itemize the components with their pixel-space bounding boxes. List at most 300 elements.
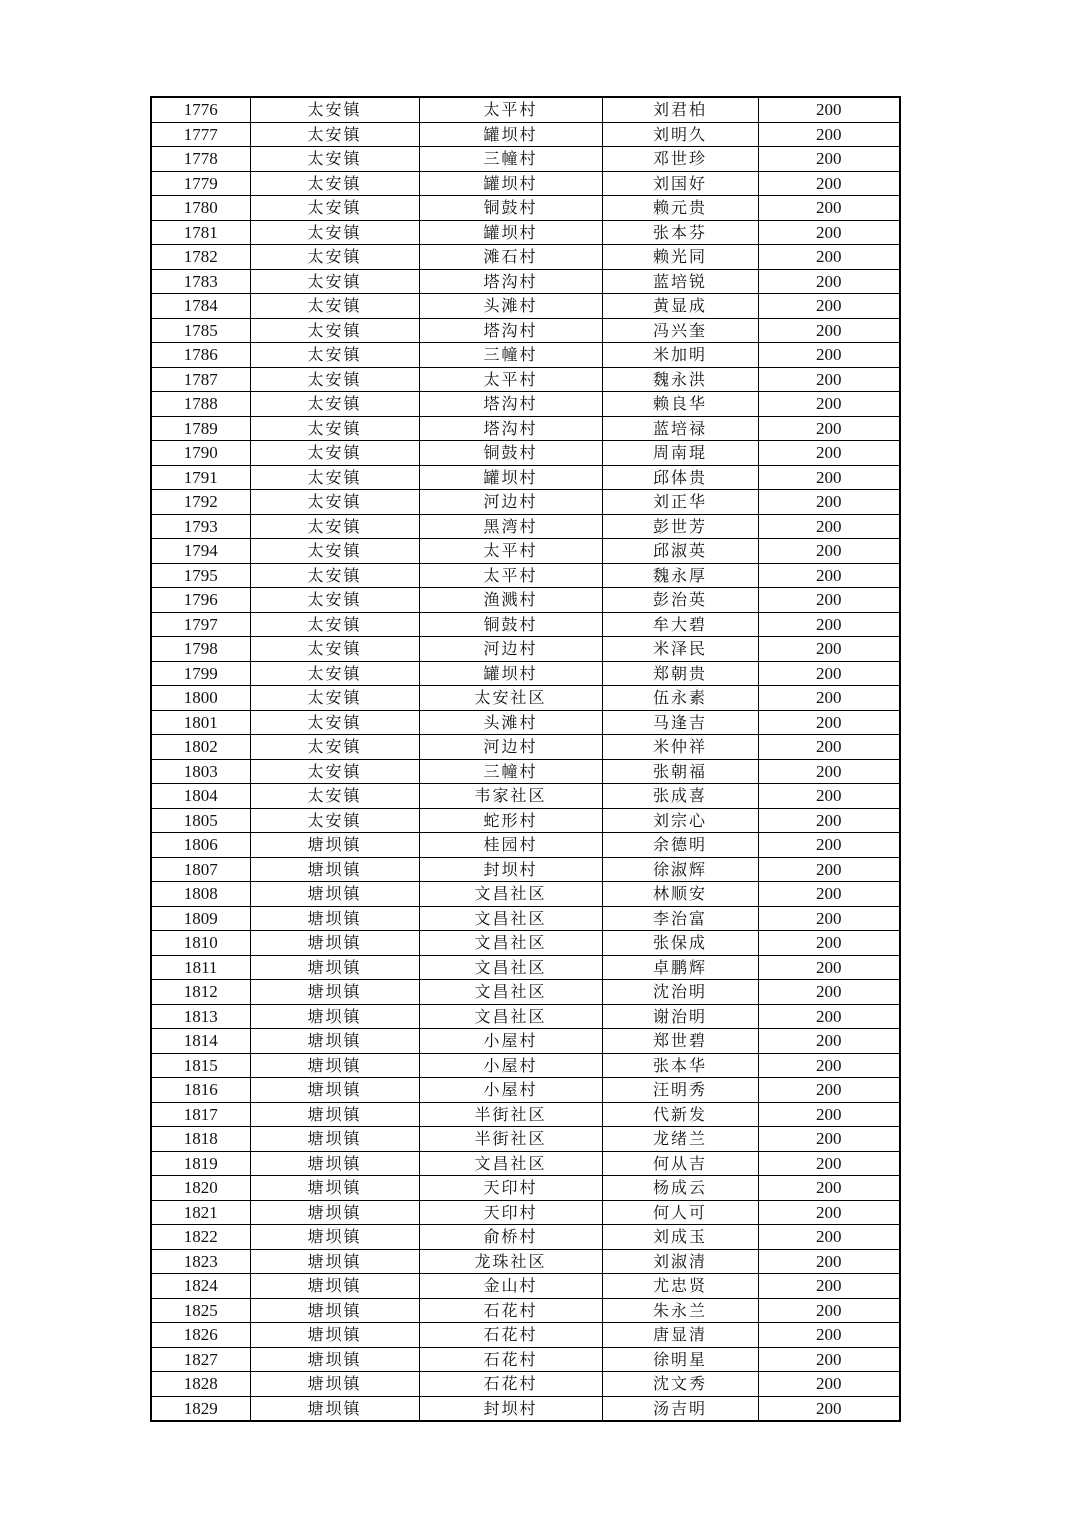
cell-serial-number: 1780 [151, 196, 250, 221]
cell-town: 塘坝镇 [250, 882, 419, 907]
cell-serial-number: 1788 [151, 392, 250, 417]
cell-town: 太安镇 [250, 220, 419, 245]
cell-amount: 200 [758, 367, 900, 392]
cell-village: 俞桥村 [419, 1225, 602, 1250]
cell-amount: 200 [758, 1249, 900, 1274]
cell-amount: 200 [758, 147, 900, 172]
cell-serial-number: 1829 [151, 1396, 250, 1421]
cell-serial-number: 1816 [151, 1078, 250, 1103]
cell-town: 塘坝镇 [250, 1372, 419, 1397]
cell-person-name: 冯兴奎 [602, 318, 758, 343]
cell-serial-number: 1817 [151, 1102, 250, 1127]
cell-amount: 200 [758, 784, 900, 809]
cell-town: 塘坝镇 [250, 1004, 419, 1029]
cell-village: 塔沟村 [419, 269, 602, 294]
cell-amount: 200 [758, 514, 900, 539]
table-row [151, 784, 900, 809]
cell-village: 塔沟村 [419, 392, 602, 417]
cell-serial-number: 1790 [151, 441, 250, 466]
cell-town: 塘坝镇 [250, 1225, 419, 1250]
cell-town: 塘坝镇 [250, 955, 419, 980]
table-row [151, 490, 900, 515]
cell-serial-number: 1811 [151, 955, 250, 980]
table-row [151, 931, 900, 956]
cell-serial-number: 1801 [151, 710, 250, 735]
cell-town: 太安镇 [250, 612, 419, 637]
cell-town: 太安镇 [250, 735, 419, 760]
cell-village: 文昌社区 [419, 1151, 602, 1176]
table-row [151, 563, 900, 588]
cell-person-name: 邱体贵 [602, 465, 758, 490]
cell-village: 龙珠社区 [419, 1249, 602, 1274]
table-row [151, 1274, 900, 1299]
cell-village: 文昌社区 [419, 906, 602, 931]
cell-person-name: 米加明 [602, 343, 758, 368]
cell-amount: 200 [758, 97, 900, 122]
table-row [151, 171, 900, 196]
table-row [151, 1102, 900, 1127]
cell-village: 头滩村 [419, 294, 602, 319]
cell-amount: 200 [758, 1298, 900, 1323]
cell-serial-number: 1810 [151, 931, 250, 956]
cell-serial-number: 1793 [151, 514, 250, 539]
cell-serial-number: 1796 [151, 588, 250, 613]
cell-serial-number: 1818 [151, 1127, 250, 1152]
cell-person-name: 邓世珍 [602, 147, 758, 172]
cell-town: 太安镇 [250, 122, 419, 147]
cell-village: 罐坝村 [419, 122, 602, 147]
cell-village: 罐坝村 [419, 465, 602, 490]
cell-town: 塘坝镇 [250, 857, 419, 882]
cell-amount: 200 [758, 122, 900, 147]
cell-village: 太平村 [419, 563, 602, 588]
cell-town: 太安镇 [250, 196, 419, 221]
table-row [151, 392, 900, 417]
cell-town: 塘坝镇 [250, 1298, 419, 1323]
table-row [151, 1225, 900, 1250]
cell-serial-number: 1824 [151, 1274, 250, 1299]
cell-town: 塘坝镇 [250, 1127, 419, 1152]
cell-serial-number: 1805 [151, 808, 250, 833]
cell-village: 河边村 [419, 637, 602, 662]
cell-person-name: 沈文秀 [602, 1372, 758, 1397]
cell-town: 塘坝镇 [250, 931, 419, 956]
table-row [151, 196, 900, 221]
cell-village: 太安社区 [419, 686, 602, 711]
table-row [151, 882, 900, 907]
table-row [151, 441, 900, 466]
table-row [151, 686, 900, 711]
table-row [151, 980, 900, 1005]
cell-serial-number: 1776 [151, 97, 250, 122]
cell-person-name: 马逢吉 [602, 710, 758, 735]
cell-town: 太安镇 [250, 588, 419, 613]
cell-amount: 200 [758, 735, 900, 760]
table-row [151, 269, 900, 294]
table-row [151, 906, 900, 931]
table-row [151, 97, 900, 122]
cell-amount: 200 [758, 196, 900, 221]
cell-amount: 200 [758, 1396, 900, 1421]
cell-village: 半街社区 [419, 1102, 602, 1127]
table-row [151, 1078, 900, 1103]
cell-village: 河边村 [419, 735, 602, 760]
cell-person-name: 郑朝贵 [602, 661, 758, 686]
cell-serial-number: 1815 [151, 1053, 250, 1078]
cell-amount: 200 [758, 833, 900, 858]
cell-amount: 200 [758, 661, 900, 686]
cell-amount: 200 [758, 1225, 900, 1250]
cell-town: 塘坝镇 [250, 1347, 419, 1372]
cell-village: 小屋村 [419, 1078, 602, 1103]
cell-amount: 200 [758, 343, 900, 368]
cell-serial-number: 1803 [151, 759, 250, 784]
cell-amount: 200 [758, 563, 900, 588]
cell-serial-number: 1826 [151, 1323, 250, 1348]
cell-amount: 200 [758, 759, 900, 784]
table-row [151, 245, 900, 270]
cell-village: 封坝村 [419, 857, 602, 882]
cell-amount: 200 [758, 612, 900, 637]
cell-serial-number: 1820 [151, 1176, 250, 1201]
cell-town: 太安镇 [250, 245, 419, 270]
cell-village: 石花村 [419, 1347, 602, 1372]
cell-amount: 200 [758, 955, 900, 980]
cell-person-name: 徐明星 [602, 1347, 758, 1372]
cell-serial-number: 1808 [151, 882, 250, 907]
cell-person-name: 张朝福 [602, 759, 758, 784]
table-row [151, 122, 900, 147]
table-row [151, 465, 900, 490]
table-row [151, 367, 900, 392]
cell-person-name: 米泽民 [602, 637, 758, 662]
cell-person-name: 刘君柏 [602, 97, 758, 122]
table-row [151, 735, 900, 760]
cell-village: 三幢村 [419, 147, 602, 172]
cell-town: 太安镇 [250, 784, 419, 809]
cell-village: 文昌社区 [419, 1004, 602, 1029]
table-row [151, 588, 900, 613]
cell-serial-number: 1822 [151, 1225, 250, 1250]
cell-person-name: 李治富 [602, 906, 758, 931]
cell-amount: 200 [758, 882, 900, 907]
cell-amount: 200 [758, 416, 900, 441]
table-row [151, 416, 900, 441]
table-row [151, 1347, 900, 1372]
cell-town: 塘坝镇 [250, 1176, 419, 1201]
cell-village: 天印村 [419, 1200, 602, 1225]
table-row [151, 1372, 900, 1397]
cell-town: 太安镇 [250, 416, 419, 441]
cell-person-name: 刘成玉 [602, 1225, 758, 1250]
cell-town: 塘坝镇 [250, 1249, 419, 1274]
cell-village: 头滩村 [419, 710, 602, 735]
cell-town: 塘坝镇 [250, 833, 419, 858]
table-row [151, 539, 900, 564]
cell-village: 罐坝村 [419, 220, 602, 245]
cell-amount: 200 [758, 269, 900, 294]
cell-serial-number: 1807 [151, 857, 250, 882]
table-row [151, 833, 900, 858]
cell-serial-number: 1813 [151, 1004, 250, 1029]
cell-village: 渔溅村 [419, 588, 602, 613]
cell-village: 石花村 [419, 1323, 602, 1348]
cell-amount: 200 [758, 294, 900, 319]
cell-person-name: 魏永洪 [602, 367, 758, 392]
cell-amount: 200 [758, 686, 900, 711]
cell-town: 太安镇 [250, 171, 419, 196]
cell-amount: 200 [758, 1053, 900, 1078]
cell-town: 太安镇 [250, 808, 419, 833]
cell-town: 塘坝镇 [250, 1323, 419, 1348]
cell-amount: 200 [758, 1274, 900, 1299]
cell-village: 太平村 [419, 539, 602, 564]
table-row [151, 1053, 900, 1078]
cell-town: 塘坝镇 [250, 906, 419, 931]
cell-person-name: 杨成云 [602, 1176, 758, 1201]
cell-serial-number: 1799 [151, 661, 250, 686]
cell-amount: 200 [758, 1176, 900, 1201]
cell-village: 塔沟村 [419, 416, 602, 441]
cell-village: 滩石村 [419, 245, 602, 270]
cell-person-name: 张成喜 [602, 784, 758, 809]
cell-town: 太安镇 [250, 318, 419, 343]
cell-amount: 200 [758, 392, 900, 417]
cell-person-name: 徐淑辉 [602, 857, 758, 882]
cell-amount: 200 [758, 1102, 900, 1127]
cell-town: 太安镇 [250, 97, 419, 122]
cell-town: 太安镇 [250, 490, 419, 515]
cell-amount: 200 [758, 1127, 900, 1152]
table-row [151, 318, 900, 343]
cell-amount: 200 [758, 245, 900, 270]
table-row [151, 514, 900, 539]
cell-person-name: 卓鹏辉 [602, 955, 758, 980]
cell-person-name: 刘正华 [602, 490, 758, 515]
cell-serial-number: 1809 [151, 906, 250, 931]
cell-village: 蛇形村 [419, 808, 602, 833]
cell-town: 太安镇 [250, 147, 419, 172]
cell-amount: 200 [758, 441, 900, 466]
cell-person-name: 何从吉 [602, 1151, 758, 1176]
cell-town: 太安镇 [250, 269, 419, 294]
cell-village: 石花村 [419, 1298, 602, 1323]
cell-village: 太平村 [419, 97, 602, 122]
cell-serial-number: 1800 [151, 686, 250, 711]
cell-amount: 200 [758, 710, 900, 735]
cell-serial-number: 1804 [151, 784, 250, 809]
cell-person-name: 汤吉明 [602, 1396, 758, 1421]
cell-town: 太安镇 [250, 514, 419, 539]
cell-town: 塘坝镇 [250, 1200, 419, 1225]
cell-town: 塘坝镇 [250, 980, 419, 1005]
cell-serial-number: 1787 [151, 367, 250, 392]
cell-amount: 200 [758, 1078, 900, 1103]
cell-serial-number: 1781 [151, 220, 250, 245]
cell-serial-number: 1795 [151, 563, 250, 588]
cell-serial-number: 1814 [151, 1029, 250, 1054]
cell-town: 太安镇 [250, 686, 419, 711]
cell-serial-number: 1778 [151, 147, 250, 172]
table-row [151, 710, 900, 735]
data-table [150, 96, 901, 1422]
table-row [151, 637, 900, 662]
cell-village: 铜鼓村 [419, 196, 602, 221]
table-row [151, 147, 900, 172]
cell-village: 桂园村 [419, 833, 602, 858]
cell-amount: 200 [758, 220, 900, 245]
cell-village: 封坝村 [419, 1396, 602, 1421]
cell-serial-number: 1828 [151, 1372, 250, 1397]
cell-village: 文昌社区 [419, 882, 602, 907]
cell-amount: 200 [758, 906, 900, 931]
cell-serial-number: 1792 [151, 490, 250, 515]
cell-town: 太安镇 [250, 465, 419, 490]
cell-person-name: 龙绪兰 [602, 1127, 758, 1152]
table-row [151, 1004, 900, 1029]
cell-amount: 200 [758, 318, 900, 343]
cell-town: 塘坝镇 [250, 1102, 419, 1127]
cell-amount: 200 [758, 588, 900, 613]
cell-serial-number: 1825 [151, 1298, 250, 1323]
cell-person-name: 林顺安 [602, 882, 758, 907]
cell-person-name: 周南琨 [602, 441, 758, 466]
table-row [151, 661, 900, 686]
cell-person-name: 张本芬 [602, 220, 758, 245]
cell-town: 太安镇 [250, 294, 419, 319]
cell-person-name: 彭世芳 [602, 514, 758, 539]
cell-person-name: 赖光同 [602, 245, 758, 270]
table-row [151, 220, 900, 245]
cell-village: 金山村 [419, 1274, 602, 1299]
cell-person-name: 伍永素 [602, 686, 758, 711]
cell-person-name: 汪明秀 [602, 1078, 758, 1103]
cell-amount: 200 [758, 1372, 900, 1397]
cell-serial-number: 1806 [151, 833, 250, 858]
cell-amount: 200 [758, 1029, 900, 1054]
table-row [151, 1396, 900, 1421]
cell-village: 韦家社区 [419, 784, 602, 809]
cell-serial-number: 1819 [151, 1151, 250, 1176]
table-row [151, 1176, 900, 1201]
cell-serial-number: 1786 [151, 343, 250, 368]
table-body [151, 97, 900, 1421]
table-row [151, 1029, 900, 1054]
cell-person-name: 代新发 [602, 1102, 758, 1127]
cell-serial-number: 1779 [151, 171, 250, 196]
cell-village: 太平村 [419, 367, 602, 392]
cell-town: 太安镇 [250, 637, 419, 662]
cell-town: 塘坝镇 [250, 1053, 419, 1078]
cell-town: 太安镇 [250, 539, 419, 564]
cell-village: 天印村 [419, 1176, 602, 1201]
cell-village: 文昌社区 [419, 955, 602, 980]
cell-village: 铜鼓村 [419, 441, 602, 466]
cell-village: 石花村 [419, 1372, 602, 1397]
table-row [151, 1151, 900, 1176]
cell-serial-number: 1794 [151, 539, 250, 564]
table-row [151, 1127, 900, 1152]
cell-village: 三幢村 [419, 343, 602, 368]
cell-serial-number: 1797 [151, 612, 250, 637]
cell-amount: 200 [758, 808, 900, 833]
cell-person-name: 余德明 [602, 833, 758, 858]
table-row [151, 1298, 900, 1323]
cell-person-name: 蓝培锐 [602, 269, 758, 294]
table-row [151, 612, 900, 637]
cell-serial-number: 1821 [151, 1200, 250, 1225]
cell-person-name: 刘明久 [602, 122, 758, 147]
cell-person-name: 张本华 [602, 1053, 758, 1078]
cell-town: 太安镇 [250, 563, 419, 588]
cell-serial-number: 1827 [151, 1347, 250, 1372]
cell-town: 塘坝镇 [250, 1151, 419, 1176]
cell-person-name: 唐显清 [602, 1323, 758, 1348]
cell-serial-number: 1789 [151, 416, 250, 441]
cell-village: 铜鼓村 [419, 612, 602, 637]
cell-village: 黑湾村 [419, 514, 602, 539]
cell-serial-number: 1802 [151, 735, 250, 760]
cell-amount: 200 [758, 931, 900, 956]
table-row [151, 1249, 900, 1274]
table-row [151, 343, 900, 368]
cell-person-name: 朱永兰 [602, 1298, 758, 1323]
cell-person-name: 刘国好 [602, 171, 758, 196]
cell-town: 太安镇 [250, 367, 419, 392]
cell-village: 三幢村 [419, 759, 602, 784]
cell-person-name: 黄显成 [602, 294, 758, 319]
cell-serial-number: 1812 [151, 980, 250, 1005]
cell-person-name: 尤忠贤 [602, 1274, 758, 1299]
cell-serial-number: 1823 [151, 1249, 250, 1274]
cell-amount: 200 [758, 1347, 900, 1372]
cell-person-name: 蓝培禄 [602, 416, 758, 441]
cell-village: 罐坝村 [419, 171, 602, 196]
cell-town: 塘坝镇 [250, 1029, 419, 1054]
cell-amount: 200 [758, 171, 900, 196]
cell-town: 塘坝镇 [250, 1396, 419, 1421]
cell-town: 塘坝镇 [250, 1078, 419, 1103]
table-row [151, 1323, 900, 1348]
cell-town: 塘坝镇 [250, 1274, 419, 1299]
cell-village: 小屋村 [419, 1029, 602, 1054]
cell-amount: 200 [758, 490, 900, 515]
cell-amount: 200 [758, 857, 900, 882]
cell-amount: 200 [758, 980, 900, 1005]
table-row [151, 808, 900, 833]
cell-person-name: 张保成 [602, 931, 758, 956]
cell-village: 半街社区 [419, 1127, 602, 1152]
cell-town: 太安镇 [250, 710, 419, 735]
table-row [151, 759, 900, 784]
cell-person-name: 沈治明 [602, 980, 758, 1005]
cell-serial-number: 1798 [151, 637, 250, 662]
cell-person-name: 牟大碧 [602, 612, 758, 637]
cell-person-name: 何人可 [602, 1200, 758, 1225]
cell-serial-number: 1784 [151, 294, 250, 319]
cell-person-name: 刘宗心 [602, 808, 758, 833]
table-row [151, 294, 900, 319]
table-row [151, 857, 900, 882]
cell-person-name: 谢治明 [602, 1004, 758, 1029]
cell-village: 小屋村 [419, 1053, 602, 1078]
cell-amount: 200 [758, 637, 900, 662]
cell-amount: 200 [758, 465, 900, 490]
cell-person-name: 米仲祥 [602, 735, 758, 760]
table-row [151, 955, 900, 980]
cell-serial-number: 1783 [151, 269, 250, 294]
cell-person-name: 彭治英 [602, 588, 758, 613]
